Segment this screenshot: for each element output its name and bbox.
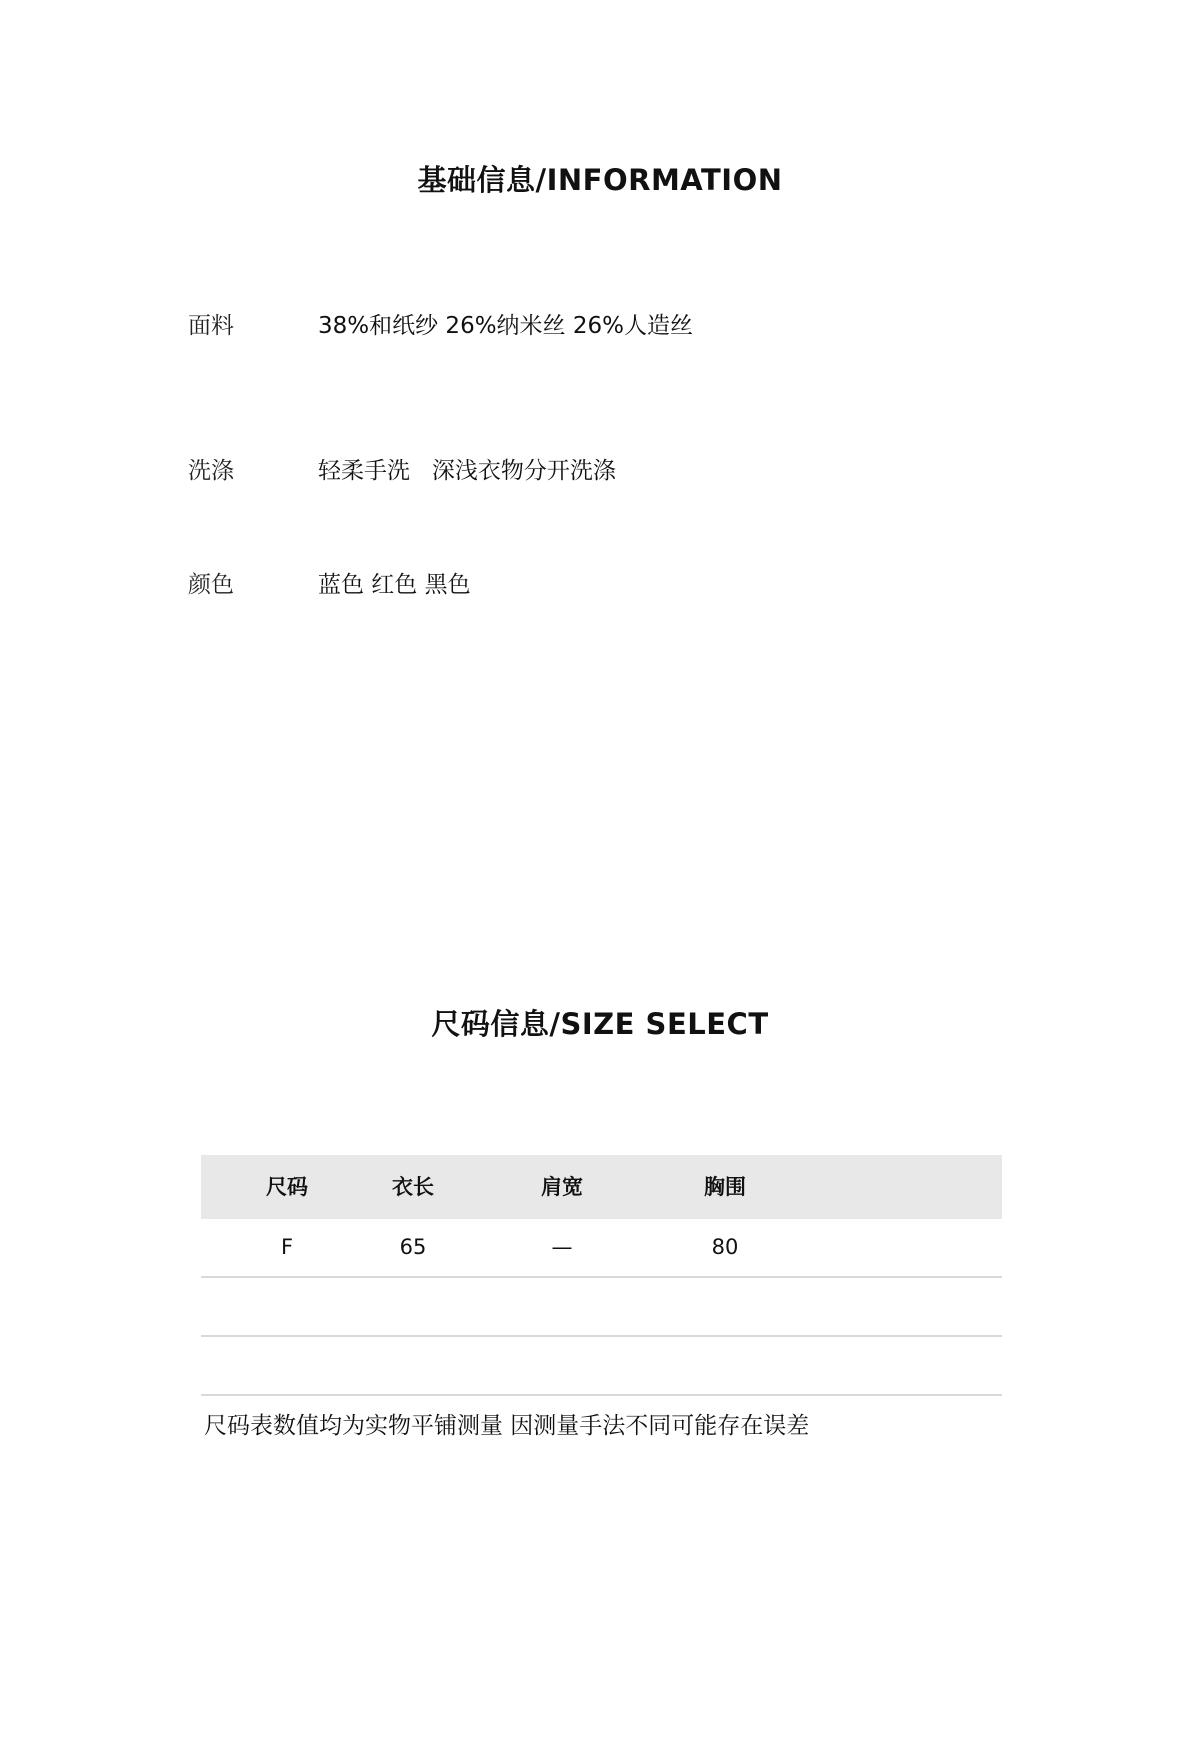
info-label: 洗涤 [188,458,234,484]
table-cell: 65 [399,1235,427,1259]
header-cell-shoulder: 肩宽 [541,1175,583,1199]
table-cell: F [280,1235,294,1259]
info-value: 轻柔手洗 深浅衣物分开洗涤 [318,458,616,484]
size-note: 尺码表数值均为实物平铺测量 因测量手法不同可能存在误差 [204,1413,810,1439]
header-cell-length: 衣长 [392,1175,434,1199]
info-value: 38%和纸纱 26%纳米丝 26%人造丝 [318,313,693,339]
header-cell-chest: 胸围 [704,1175,746,1199]
table-cell: — [551,1235,573,1259]
table-row [201,1278,1002,1337]
table-header [201,1155,1002,1219]
info-value: 蓝色 红色 黑色 [318,572,471,598]
table-row [201,1337,1002,1396]
info-label: 面料 [188,313,234,339]
header-cell-size: 尺码 [266,1175,308,1199]
table-cell: 80 [711,1235,739,1259]
information-title: 基础信息/INFORMATION [417,163,783,197]
size-title: 尺码信息/SIZE SELECT [431,1007,769,1041]
info-label: 颜色 [188,572,234,598]
size-table [201,1155,1002,1396]
table-row [201,1219,1002,1278]
